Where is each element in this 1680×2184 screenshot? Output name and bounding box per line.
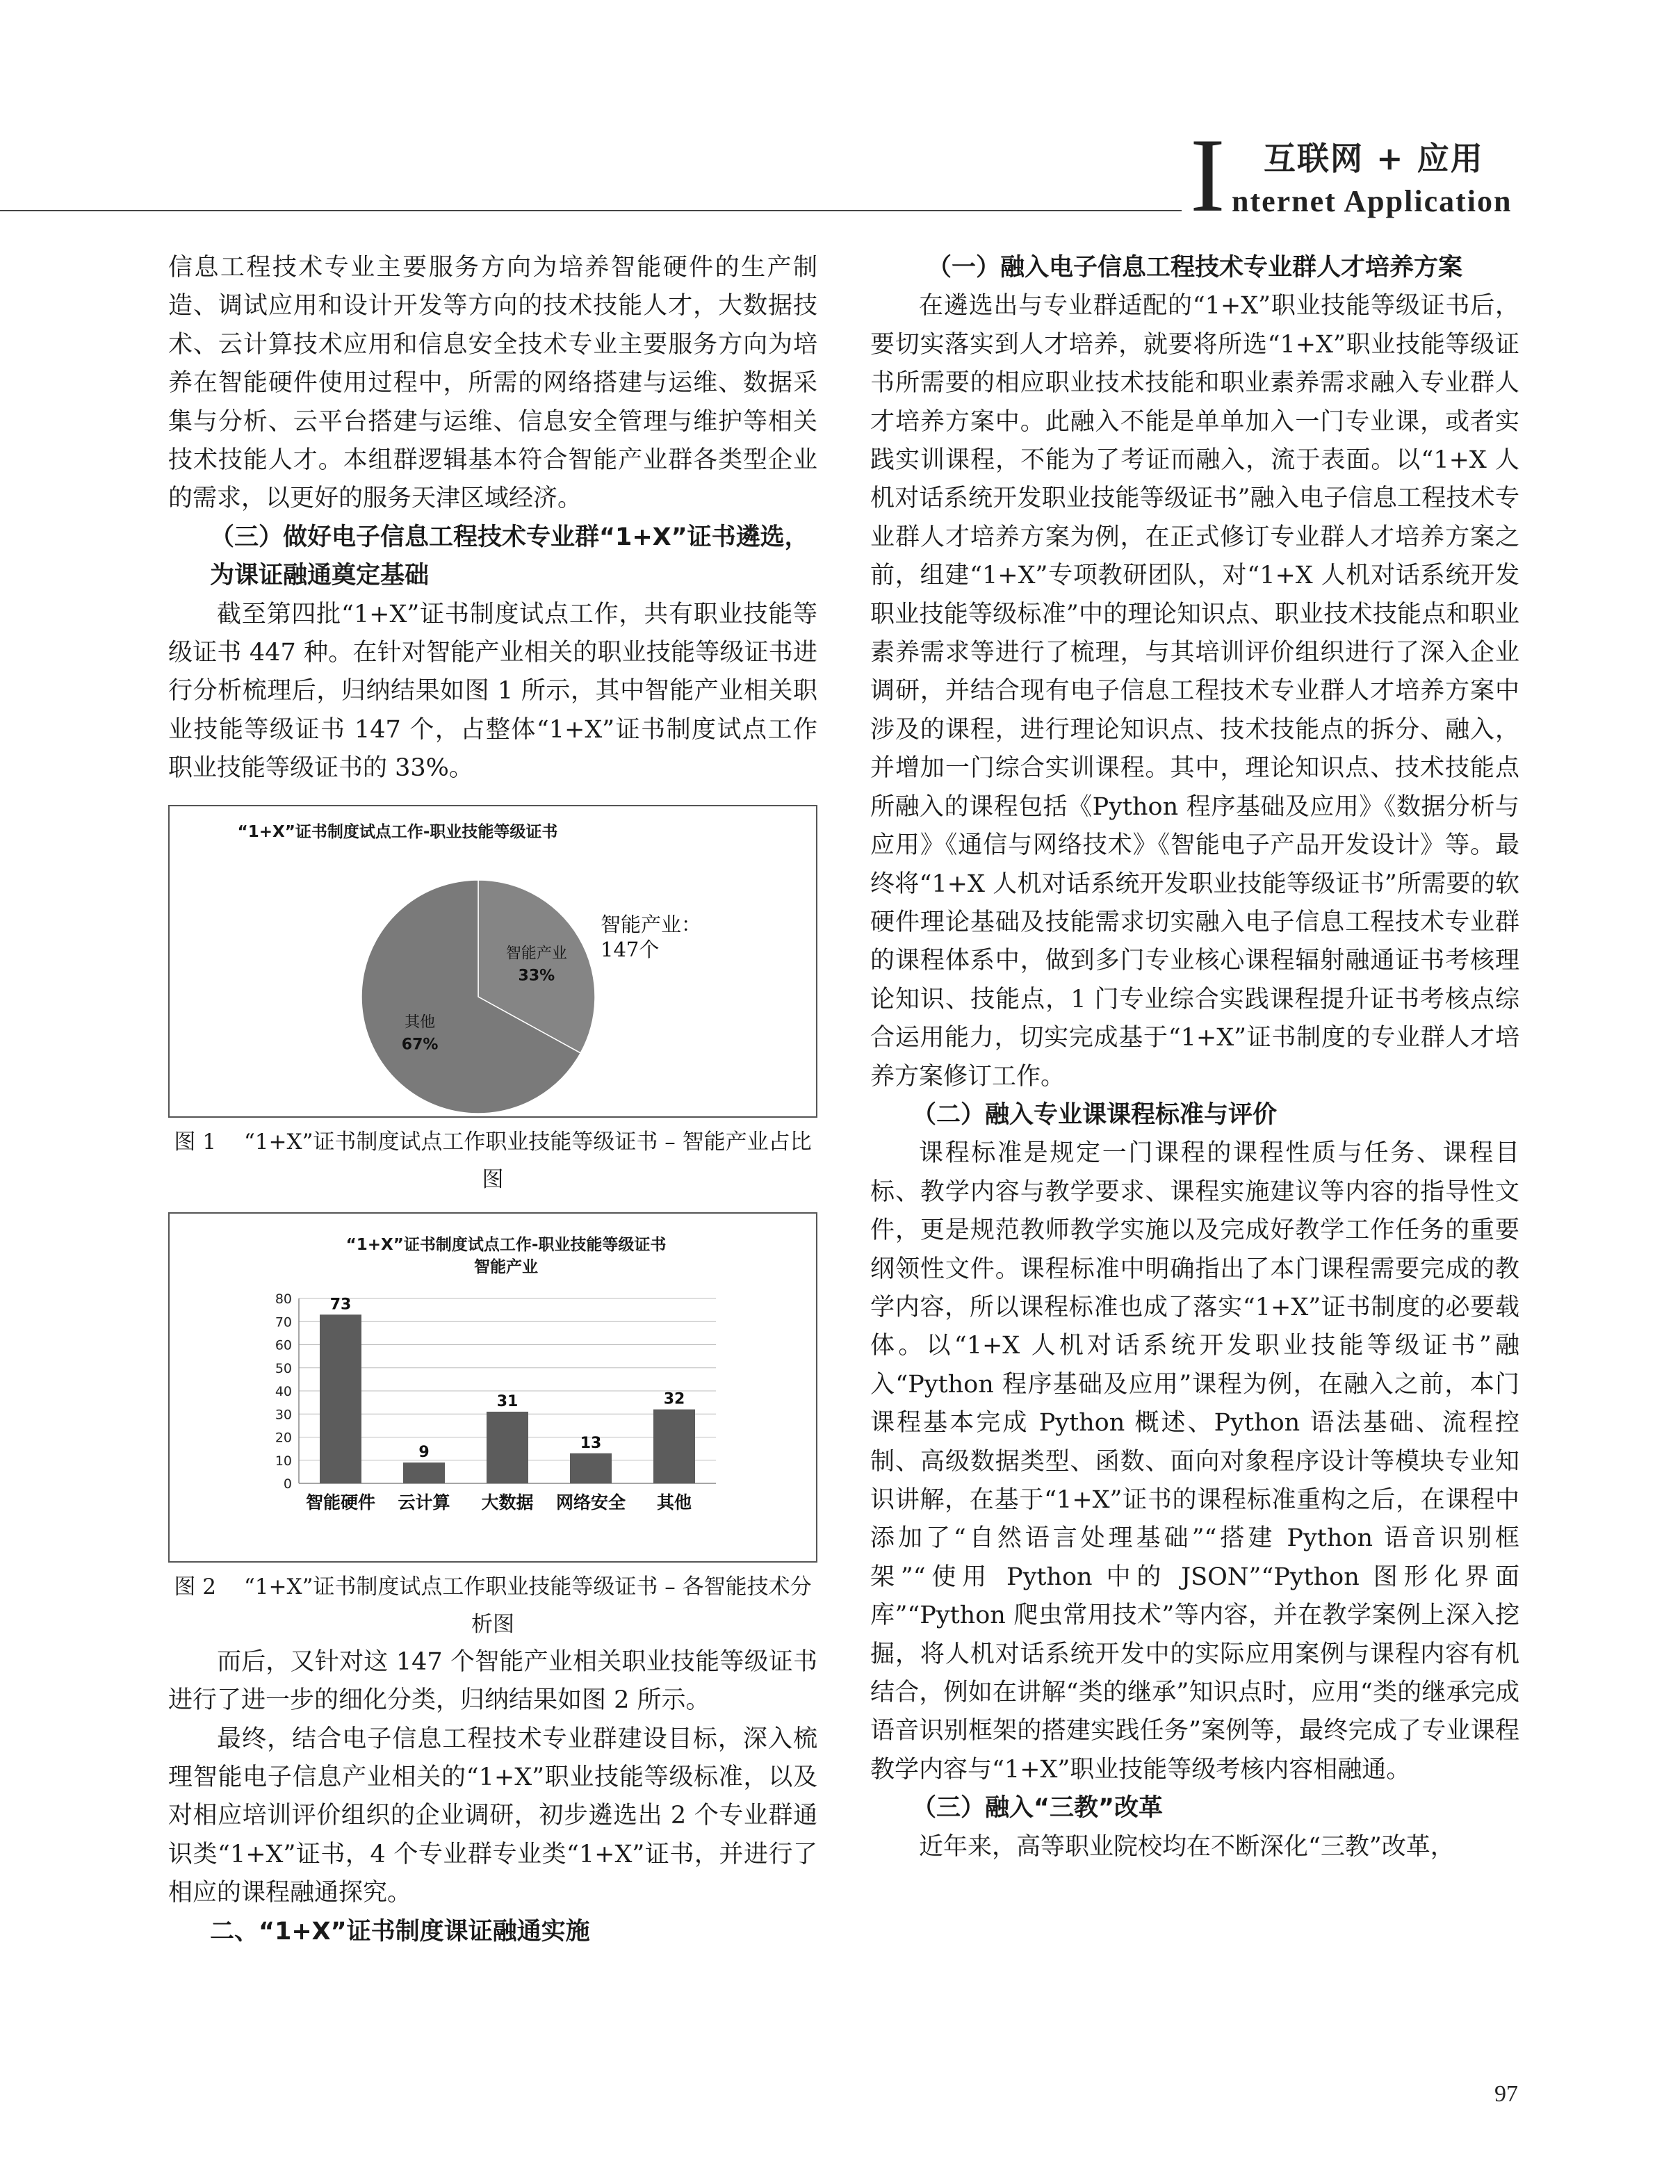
header-rule xyxy=(0,210,1182,211)
pie-slice-label: 其他 xyxy=(405,1013,436,1032)
section-heading: （三）融入“三教”改革 xyxy=(912,1794,1164,1823)
section-heading: （一）融入电子信息工程技术专业群人才培养方案 xyxy=(927,254,1462,282)
x-category-label: 网络安全 xyxy=(555,1492,626,1513)
figure-2-caption-text: “1+X”证书制度试点工作职业技能等级证书 – 各智能技术分析图 xyxy=(243,1574,812,1637)
paragraph: 课程标准是规定一门课程的课程性质与任务、课程目标、教学内容与教学要求、课程实施建议等内容的指导性文件，更是规范教师教学实施以及完成好教学工作任务的重要纲领性文件。课程标准中明确指出了本门课程需要完成的教学内容，所以课程标准也成了落实“1+X”证书制度的必要载体。以“1+X 人机对话系统开发职业技能等级证书”融入“Python 程序基础及应用”课程为例，在融入之前，本门课程基本完成 Python 概述、Python 语法基础、流程控制、高级数据类型、函数、面向对象程序设计等模块专业知识讲解，在基于“1+X”证书的课程标准重构之后，在课程中添加了“自然语言处理基础”“搭建 Python 语音识别框架”“使用 Python 中的 JSON”“Python 图形化界面库”“Python 爬虫常用技术”等内容，并在教学案例上深入挖掘，将人机对话系统开发中的实际应用案例与课程内容有机结合，例如在讲解“类的继承”知识点时，应用“类的继承完成语音识别框架的搭建实践任务”案例等，最终完成了专业课程教学内容与“1+X”职业技能等级考核内容相融通。 xyxy=(870,1139,1519,1784)
y-tick-label: 50 xyxy=(275,1360,292,1376)
paragraph: 在遴选出与专业群适配的“1+X”职业技能等级证书后，要切实落实到人才培养，就要将所选“1+X”职业技能等级证书所需要的相应职业技术技能和职业素养需求融入专业群人才培养方案中。此融入不能是单单加入一门专业课，或者实践实训课程，不能为了考证而融入，流于表面。以“1+X 人机对话系统开发职业技能等级证书”融入电子信息工程技术专业群人才培养方案为例，在正式修订专业群人才培养方案之前，组建“1+X”专项教研团队，对“1+X 人机对话系统开发职业技能等级标准”中的理论知识点、职业技术技能点和职业素养需求等进行了梳理，与其培训评价组织进行了深入企业调研，并结合现有电子信息工程技术专业群人才培养方案中涉及的课程，进行理论知识点、技术技能点的拆分、融入，并增加一门综合实训课程。其中，理论知识点、技术技能点所融入的课程包括《Python 程序基础及应用》《数据分析与应用》《通信与网络技术》《智能电子产品开发设计》等。最终将“1+X 人机对话系统开发职业技能等级证书”所需要的软硬件理论基础及技能需求切实融入电子信息工程技术专业群的课程体系中，做到多门专业核心课程辐射融通证书考核理论知识、技能点，1 门专业综合实践课程提升证书考核点综合运用能力，切实完成基于“1+X”证书制度的专业群人才培养方案修订工作。 xyxy=(870,292,1519,1091)
section-heading: （二）融入专业课课程标准与评价 xyxy=(912,1100,1278,1129)
y-tick-label: 40 xyxy=(275,1383,292,1399)
bar-chart-title: “1+X”证书制度试点工作-职业技能等级证书 xyxy=(345,1235,667,1254)
x-category-label: 其他 xyxy=(656,1492,692,1513)
paragraph: 信息工程技术专业主要服务方向为培养智能硬件的生产制造、调试应用和设计开发等方向的技术技能人才，大数据技术、云计算技术应用和信息安全技术专业主要服务方向为培养在智能硬件使用过程中，所需的网络搭建与运维、数据采集与分析、云平台搭建与运维、信息安全管理与维护等相关技术技能人才。本组群逻辑基本符合智能产业群各类型企业的需求，以更好的服务天津区域经济。 xyxy=(168,254,817,513)
section-heading: 二、“1+X”证书制度课证融通实施 xyxy=(210,1917,590,1946)
pie-annotation: 智能产业： xyxy=(601,912,702,936)
pie-slice-value-label: 33% xyxy=(518,967,555,985)
y-tick-label: 60 xyxy=(275,1337,292,1353)
x-category-label: 大数据 xyxy=(481,1492,534,1513)
bar-chart-subtitle: 智能产业 xyxy=(474,1257,538,1276)
pie-chart-svg xyxy=(170,806,816,1114)
header-big-letter: I xyxy=(1190,117,1225,234)
pie-chart-title: “1+X”证书制度试点工作-职业技能等级证书 xyxy=(237,822,558,841)
x-category-label: 智能硬件 xyxy=(305,1492,376,1513)
bar-chart-svg xyxy=(170,1214,816,1558)
figure-1-caption-text: “1+X”证书制度试点工作职业技能等级证书 – 智能产业占比图 xyxy=(243,1129,812,1192)
bar xyxy=(570,1453,612,1483)
header-title: 互联网 + 应用 xyxy=(1264,140,1484,177)
pie-slice-label: 智能产业 xyxy=(505,945,567,963)
bar xyxy=(403,1462,445,1483)
y-tick-label: 80 xyxy=(275,1291,292,1307)
figure-2-caption xyxy=(168,1568,817,1643)
figure-1-caption xyxy=(168,1123,817,1198)
y-tick-label: 30 xyxy=(275,1406,292,1422)
bar xyxy=(320,1314,361,1483)
paragraph: 而后，又针对这 147 个智能产业相关职业技能等级证书进行了进一步的细化分类，归纳结果如图 2 所示。 xyxy=(168,1647,817,1715)
section-heading: （三）做好电子信息工程技术专业群“1+X”证书遴选，为课证融通奠定基础 xyxy=(210,523,809,590)
pie-annotation: 147个 xyxy=(601,937,660,961)
bar-value-label: 13 xyxy=(580,1434,602,1452)
figure-2-bar-chart xyxy=(168,1212,817,1563)
bar-value-label: 9 xyxy=(418,1443,430,1461)
figure-1-pie-chart xyxy=(168,805,817,1118)
y-tick-label: 20 xyxy=(275,1430,292,1446)
y-tick-label: 70 xyxy=(275,1314,292,1330)
figure-1-caption-number: 图 1 xyxy=(174,1129,216,1155)
right-column xyxy=(870,249,1519,1866)
pie-slice-value-label: 67% xyxy=(401,1036,439,1054)
y-tick-label: 10 xyxy=(275,1453,292,1469)
bar xyxy=(487,1412,528,1483)
bar-value-label: 31 xyxy=(496,1392,519,1410)
figure-2-caption-number: 图 2 xyxy=(174,1574,216,1599)
bar-value-label: 73 xyxy=(329,1295,352,1313)
left-column xyxy=(168,249,817,1951)
x-category-label: 云计算 xyxy=(398,1492,450,1513)
paragraph: 最终，结合电子信息工程技术专业群建设目标，深入梳理智能电子信息产业相关的“1+X”职业技能等级标准，以及对相应培训评价组织的企业调研，初步遴选出 2 个专业群通识类“1+X”证书，4 个专业群专业类“1+X”证书，并进行了相应的课程融通探究。 xyxy=(168,1725,817,1907)
header-subtitle: nternet Application xyxy=(1232,184,1512,218)
y-tick-label: 0 xyxy=(283,1476,292,1492)
page-number: 97 xyxy=(1494,2081,1518,2107)
bar xyxy=(653,1409,695,1483)
paragraph: 截至第四批“1+X”证书制度试点工作，共有职业技能等级证书 447 种。在针对智能产业相关的职业技能等级证书进行分析梳理后，归纳结果如图 1 所示，其中智能产业相关职业技能等级证书 147 个，占整体“1+X”证书制度试点工作职业技能等级证书的 33%。 xyxy=(168,600,817,783)
bar-value-label: 32 xyxy=(663,1390,685,1408)
paragraph: 近年来，高等职业院校均在不断深化“三教”改革， xyxy=(919,1832,1455,1861)
